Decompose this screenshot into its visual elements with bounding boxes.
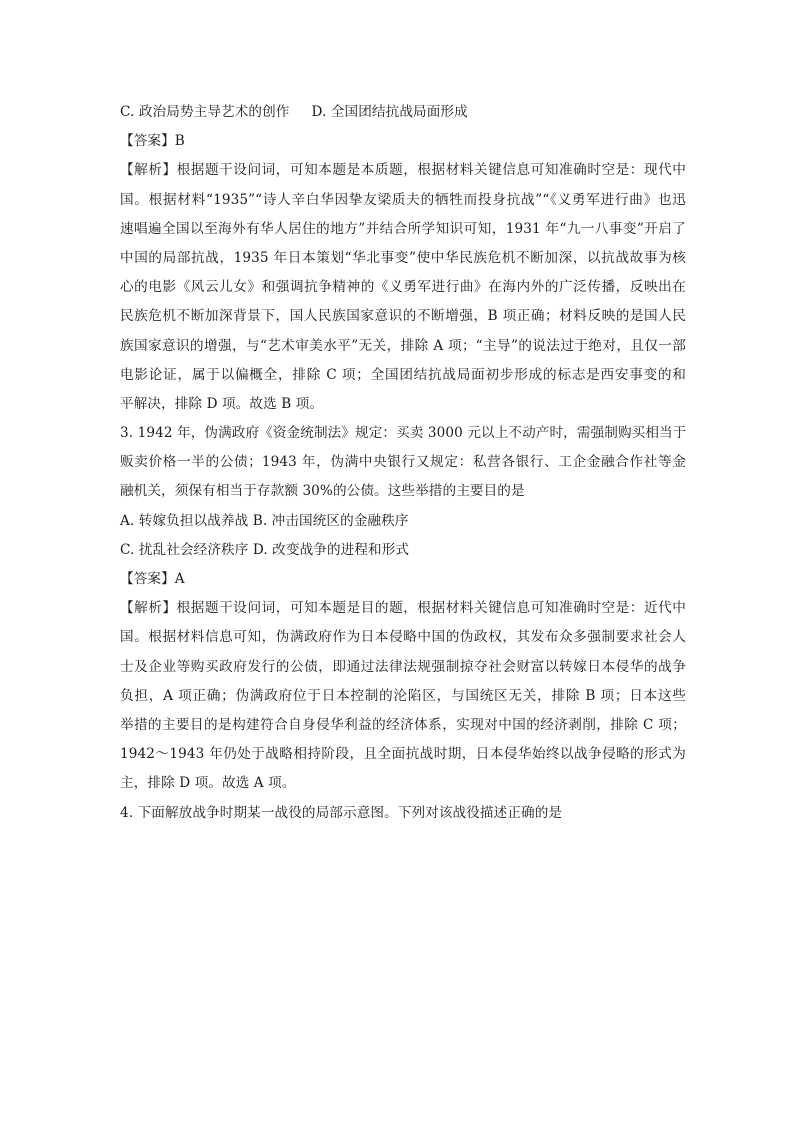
q2-analysis-line: 中国的局部抗战，1935 年日本策划“华北事变”使中华民族危机不断加深，以抗战故事为核 bbox=[120, 249, 686, 266]
q2-analysis-line: 速唱遍全国以至海外有华人居住的地方”并结合所学知识可知，1931 年“九一八事变”开启了 bbox=[120, 220, 686, 237]
q3-stem-line: 贩卖价格一半的公债；1943 年，伪满中央银行又规定：私营各银行、工企金融合作社等金 bbox=[120, 454, 686, 471]
q3-stem-line: 3. 1942 年，伪满政府《资金统制法》规定：买卖 3000 元以上不动产时，需强制购买相当于 bbox=[120, 425, 687, 442]
q3-analysis-line: 举措的主要目的是构建符合自身侵华利益的经济体系，实现对中国的经济剥削，排除 C 项； bbox=[120, 716, 686, 733]
q2-analysis-line: 平解决，排除 D 项。故选 B 项。 bbox=[120, 395, 324, 412]
q3-analysis-line: 国。根据材料信息可知，伪满政府作为日本侵略中国的伪政权，其发布众多强制要求社会人 bbox=[120, 629, 686, 646]
q2-analysis-line: 心的电影《风云儿女》和强调抗争精神的《义勇军进行曲》在海内外的广泛传播，反映出在 bbox=[120, 279, 686, 296]
q2-analysis-line: 电影论证，属于以偏概全，排除 C 项；全国团结抗战局面初步形成的标志是西安事变的和 bbox=[120, 366, 686, 383]
q3-answer: 【答案】A bbox=[120, 571, 185, 587]
q2-answer: 【答案】B bbox=[120, 133, 185, 150]
document-body bbox=[120, 98, 686, 828]
q2-options-cd bbox=[120, 98, 686, 127]
q2-analysis-line: 民族危机不断加深背景下，国人民族国家意识的不断增强，B 项正确；材料反映的是国人民 bbox=[120, 308, 686, 325]
q3-analysis-line: 【解析】根据题干设问词，可知本题是目的题，根据材料关键信息可知准确时空是：近代中 bbox=[120, 600, 686, 617]
q2-analysis-line: 国。根据材料“1935”“诗人辛白华因挚友梁质夫的牺牲而投身抗战”“《义勇军进行曲》也迅 bbox=[120, 191, 686, 208]
q2-analysis-line: 族国家意识的增强，与“艺术审美水平”无关，排除 A 项；“主导”的说法过于绝对，且仅一部 bbox=[120, 337, 686, 354]
q2-analysis-line: 【解析】根据题干设问词，可知本题是本质题，根据材料关键信息可知准确时空是：现代中 bbox=[120, 162, 686, 179]
q3-options-cd: C. 扰乱社会经济秩序 D. 改变战争的进程和形式 bbox=[120, 541, 410, 558]
q4-stem: 4. 下面解放战争时期某一战役的局部示意图。下列对该战役描述正确的是 bbox=[120, 804, 563, 821]
q3-analysis-line: 士及企业等购买政府发行的公债，即通过法律法规强制掠夺社会财富以转嫁日本侵华的战争 bbox=[120, 658, 686, 675]
q3-options-ab: A. 转嫁负担以战养战 B. 冲击国统区的金融秩序 bbox=[120, 512, 409, 529]
q3-stem-line: 融机关，须保有相当于存款额 30%的公债。这些举措的主要目的是 bbox=[120, 483, 525, 500]
q3-analysis-line: 主，排除 D 项。故选 A 项。 bbox=[120, 775, 296, 792]
q2-option-d: D. 全国团结抗战局面形成 bbox=[311, 104, 468, 120]
q3-analysis-line: 1942～1943 年仍处于战略相持阶段，且全面抗战时期，日本侵华始终以战争侵略的形式为 bbox=[120, 746, 686, 763]
q3-analysis-line: 负担，A 项正确；伪满政府位于日本控制的沦陷区，与国统区无关，排除 B 项；日本这些 bbox=[120, 687, 686, 704]
q2-option-c: C. 政治局势主导艺术的创作 bbox=[120, 104, 290, 120]
